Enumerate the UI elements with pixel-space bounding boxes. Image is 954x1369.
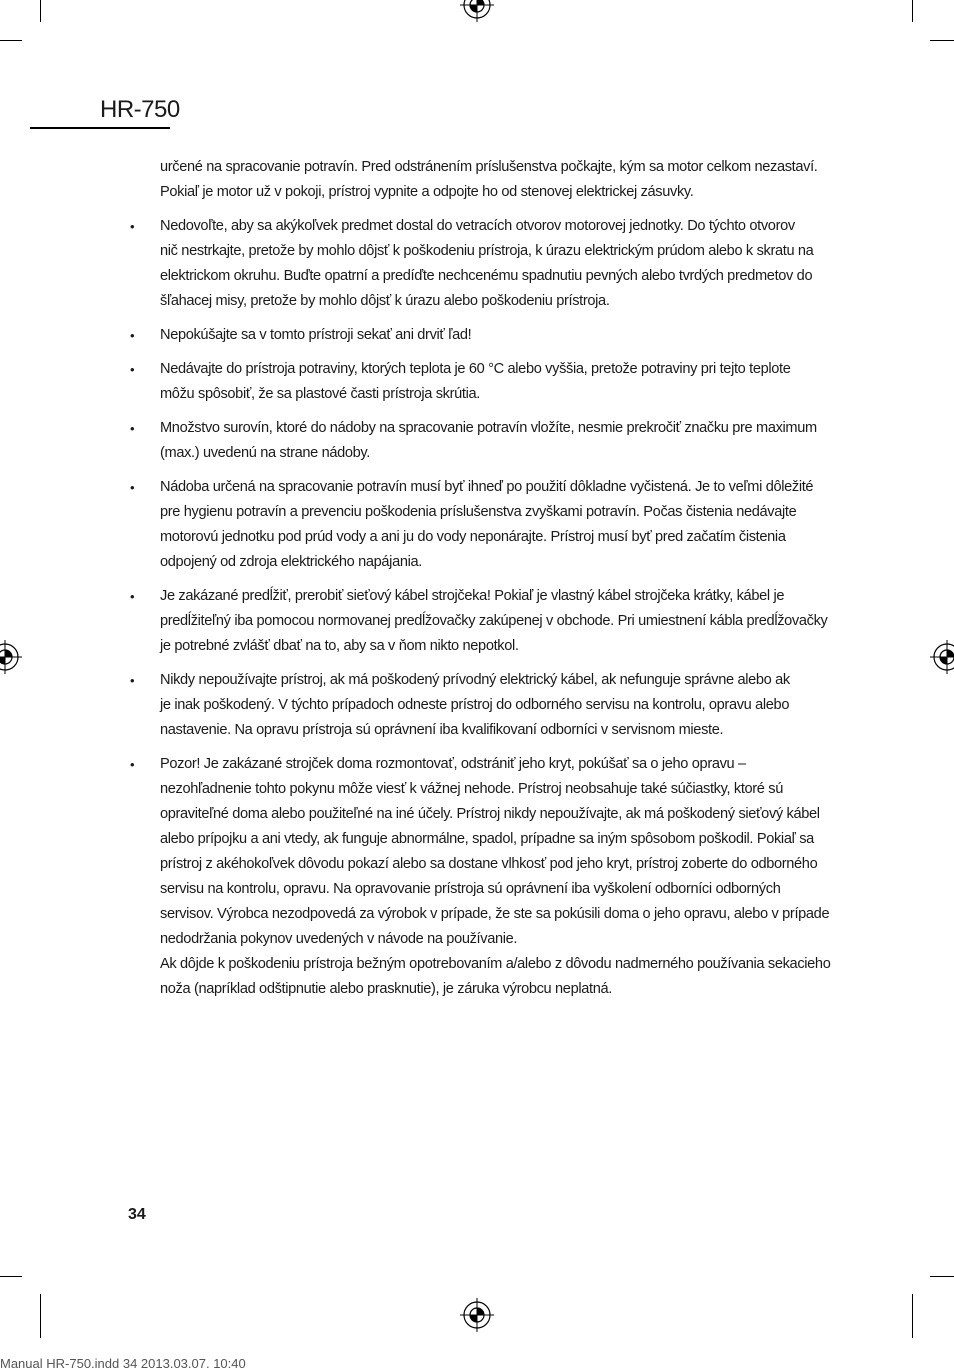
text-line: môžu spôsobiť, že sa plastové časti prístroja skrútia. (160, 386, 480, 402)
crop-mark (912, 1294, 913, 1338)
text-line: Nedávajte do prístroja potraviny, ktorých teplota je 60 °C alebo vyššia, pretože potraviny pri tejto teplote (160, 361, 791, 377)
registration-mark-icon (0, 640, 22, 674)
crop-mark (912, 0, 913, 22)
crop-mark (0, 40, 22, 41)
crop-mark (40, 0, 41, 22)
text-line: určené na spracovanie potravín. Pred odstránením príslušenstva počkajte, kým sa motor celkom nezastaví. (160, 159, 818, 175)
text-line: elektrickom okruhu. Buďte opatrní a predíďte nechcenému spadnutiu pevných alebo tvrdých predmetov do (160, 268, 813, 284)
intro-paragraph (160, 155, 860, 205)
crop-mark (40, 1294, 41, 1338)
list-item (160, 357, 860, 407)
text-line: nezohľadnenie tohto pokynu môže viesť k vážnej nehode. Prístroj neobsahuje také súčiastky, ktoré sú (160, 781, 783, 797)
text-line: odpojený od zdroja elektrického napájania. (160, 554, 422, 570)
page-number: 34 (128, 1206, 146, 1223)
text-line: prístroj z akéhokoľvek dôvodu pokazí alebo sa dostane vlhkosť pod jeho kryt, prístroj zoberte do odborného (160, 856, 818, 872)
document-body (160, 155, 860, 1011)
text-line: alebo prípojku a ani vtedy, ak funguje abnormálne, spadol, prípadne sa iným spôsobom poškodil. Pokiaľ sa (160, 831, 814, 847)
text-line: je potrebné zvlášť dbať na to, aby sa v ňom nikto nepotkol. (160, 638, 519, 654)
text-line: Nedovoľte, aby sa akýkoľvek predmet dostal do vetracích otvorov motorovej jednotky. Do týchto otvorov (160, 218, 795, 234)
text-line: motorovú jednotku pod prúd vody a ani ju do vody neponárajte. Prístroj musí byť pred začatím čistenia (160, 529, 786, 545)
text-line: opraviteľné doma alebo použiteľné na iné účely. Prístroj nikdy nepoužívajte, ak má poškodený sieťový kábel (160, 806, 820, 822)
list-item (160, 668, 860, 743)
text-line: Nádoba určená na spracovanie potravín musí byť ihneď po použití dôkladne vyčistená. Je to veľmi dôležité (160, 479, 814, 495)
text-line: nedodržania pokynov uvedených v návode na používanie. (160, 931, 518, 947)
text-line: predĺžiteľný iba pomocou normovanej predĺžovačky zakúpenej v obchode. Pri umiestnení kábla predĺžovačky (160, 613, 828, 629)
safety-bullet-list (160, 214, 860, 1002)
text-line: nastavenie. Na opravu prístroja sú oprávnení iba kvalifikovaní odborníci v servisnom mieste. (160, 722, 724, 738)
list-item (160, 475, 860, 575)
text-line: noža (napríklad odštipnutie alebo prasknutie), je záruka výrobcu neplatná. (160, 981, 612, 997)
crop-mark (930, 1276, 954, 1277)
model-name: HR-750 (100, 96, 180, 123)
list-item (160, 752, 860, 1002)
text-line: Množstvo surovín, ktoré do nádoby na spracovanie potravín vložíte, nesmie prekročiť značku pre maximum (160, 420, 817, 436)
text-line: Je zakázané predĺžiť, prerobiť sieťový kábel strojčeka! Pokiaľ je vlastný kábel strojčeka krátky, kábel je (160, 588, 785, 604)
crop-mark (930, 40, 954, 41)
text-line: šľahacej misy, pretože by mohlo dôjsť k úrazu alebo poškodeniu prístroja. (160, 293, 610, 309)
list-item (160, 416, 860, 466)
crop-mark (0, 1276, 22, 1277)
text-line: Ak dôjde k poškodeniu prístroja bežným opotrebovaním a/alebo z dôvodu nadmerného používania sekacieho (160, 956, 831, 972)
list-item (160, 214, 860, 314)
text-line: Nikdy nepoužívajte prístroj, ak má poškodený prívodný elektrický kábel, ak nefunguje správne alebo ak (160, 672, 790, 688)
text-line: je inak poškodený. V týchto prípadoch odneste prístroj do odborného servisu na kontrolu, opravu alebo (160, 697, 790, 713)
text-line: (max.) uvedenú na strane nádoby. (160, 445, 371, 461)
text-line: pre hygienu potravín a prevenciu poškodenia príslušenstva zvyškami potravín. Počas čistenia nedávajte (160, 504, 797, 520)
registration-mark-icon (460, 0, 494, 22)
text-line: servisu na kontrolu, opravu. Na opravovanie prístroja sú oprávnení iba vyškolení odborníci odborných (160, 881, 781, 897)
list-item (160, 584, 860, 659)
print-slug: Manual HR-750.indd 34 2013.03.07. 10:40 (0, 1356, 246, 1369)
text-line: servisov. Výrobca nezodpovedá za výrobok v prípade, že ste sa pokúsili doma o jeho opravu, alebo v prípade (160, 906, 830, 922)
registration-mark-icon (460, 1298, 494, 1332)
text-line: Pozor! Je zakázané strojček doma rozmontovať, odstrániť jeho kryt, pokúšať sa o jeho opravu – (160, 756, 746, 772)
text-line: Pokiaľ je motor už v pokoji, prístroj vypnite a odpojte ho od stenovej elektrickej zásuvky. (160, 184, 694, 200)
list-item (160, 323, 860, 348)
registration-mark-icon (930, 640, 954, 674)
text-line: nič nestrkajte, pretože by mohlo dôjsť k poškodeniu prístroja, k úrazu elektrickým prúdom alebo k skratu na (160, 243, 814, 259)
text-line: Nepokúšajte sa v tomto prístroji sekať ani drviť ľad! (160, 327, 472, 343)
header-rule (30, 127, 170, 129)
